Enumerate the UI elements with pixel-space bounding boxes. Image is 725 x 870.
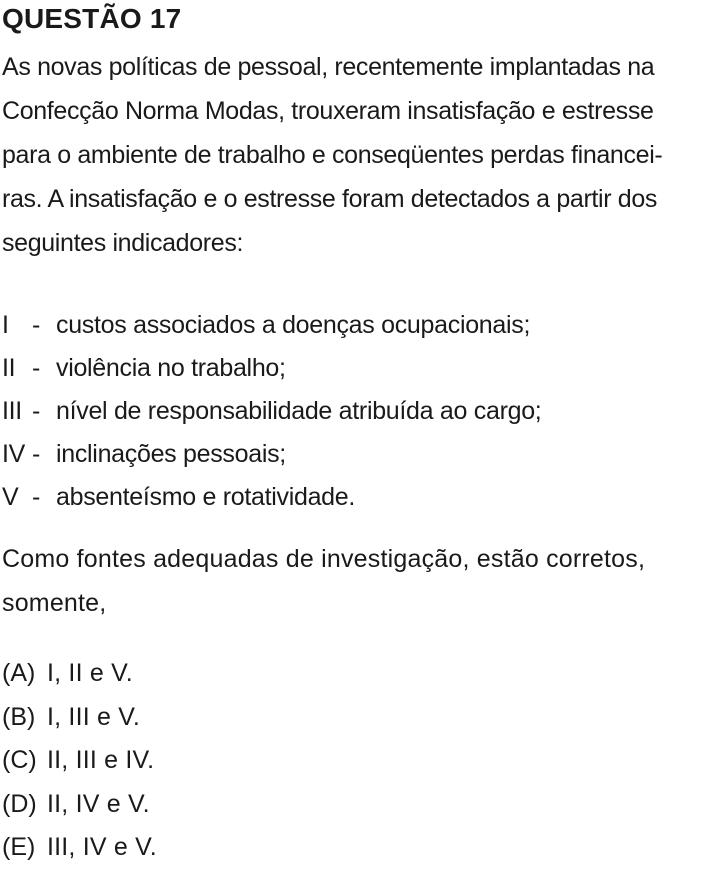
answer-option-a[interactable] (2, 652, 722, 696)
option-letter: (A) (2, 659, 36, 687)
indicator-separator: - (32, 354, 41, 382)
option-letter: (D) (2, 789, 37, 818)
indicator-separator: - (32, 483, 41, 511)
answer-option-c[interactable] (2, 739, 722, 783)
option-text: II, IV e V. (47, 789, 150, 818)
indicator-item (2, 304, 722, 347)
indicator-item (2, 347, 722, 390)
indicator-separator: - (32, 397, 41, 425)
indicator-item (2, 390, 722, 433)
question-title: QUESTÃO 17 (2, 3, 182, 34)
indicator-list (2, 304, 722, 519)
indicator-number: V (2, 483, 19, 511)
option-text: II, III e IV. (47, 746, 155, 774)
stem-line: As novas políticas de pessoal, recentemente implantadas na (2, 53, 655, 81)
option-letter: (C) (2, 746, 37, 774)
answer-options (2, 652, 722, 870)
stem-line: para o ambiente de trabalho e conseqüentes perdas financei- (2, 141, 663, 169)
question-prompt (2, 537, 725, 625)
indicator-separator: - (32, 440, 41, 468)
option-letter: (E) (2, 833, 36, 861)
indicator-separator: - (32, 311, 41, 339)
indicator-text: inclinações pessoais; (56, 440, 286, 468)
stem-line: Confecção Norma Modas, trouxeram insatisfação e estresse (2, 97, 654, 125)
indicator-number: II (2, 354, 16, 382)
answer-option-e[interactable] (2, 826, 722, 870)
stem-line: ras. A insatisfação e o estresse foram detectados a partir dos (2, 185, 658, 213)
indicator-number: IV (2, 440, 26, 468)
answer-option-b[interactable] (2, 696, 722, 740)
indicator-text: absenteísmo e rotatividade. (56, 483, 356, 511)
question-stem (2, 45, 725, 265)
indicator-text: nível de responsabilidade atribuída ao cargo; (56, 397, 542, 425)
answer-option-d[interactable] (2, 783, 722, 827)
indicator-number: III (2, 397, 22, 425)
option-text: III, IV e V. (47, 833, 157, 861)
option-text: I, III e V. (47, 702, 140, 731)
indicator-item (2, 476, 722, 519)
indicator-item (2, 433, 722, 476)
prompt-line: Como fontes adequadas de investigação, estão corretos, (2, 545, 646, 573)
stem-line: seguintes indicadores: (2, 229, 244, 257)
indicator-text: custos associados a doenças ocupacionais; (56, 311, 531, 339)
option-letter: (B) (2, 702, 36, 731)
option-text: I, II e V. (47, 659, 133, 687)
prompt-line: somente, (2, 589, 107, 617)
indicator-number: I (2, 311, 9, 339)
indicator-text: violência no trabalho; (56, 354, 286, 382)
